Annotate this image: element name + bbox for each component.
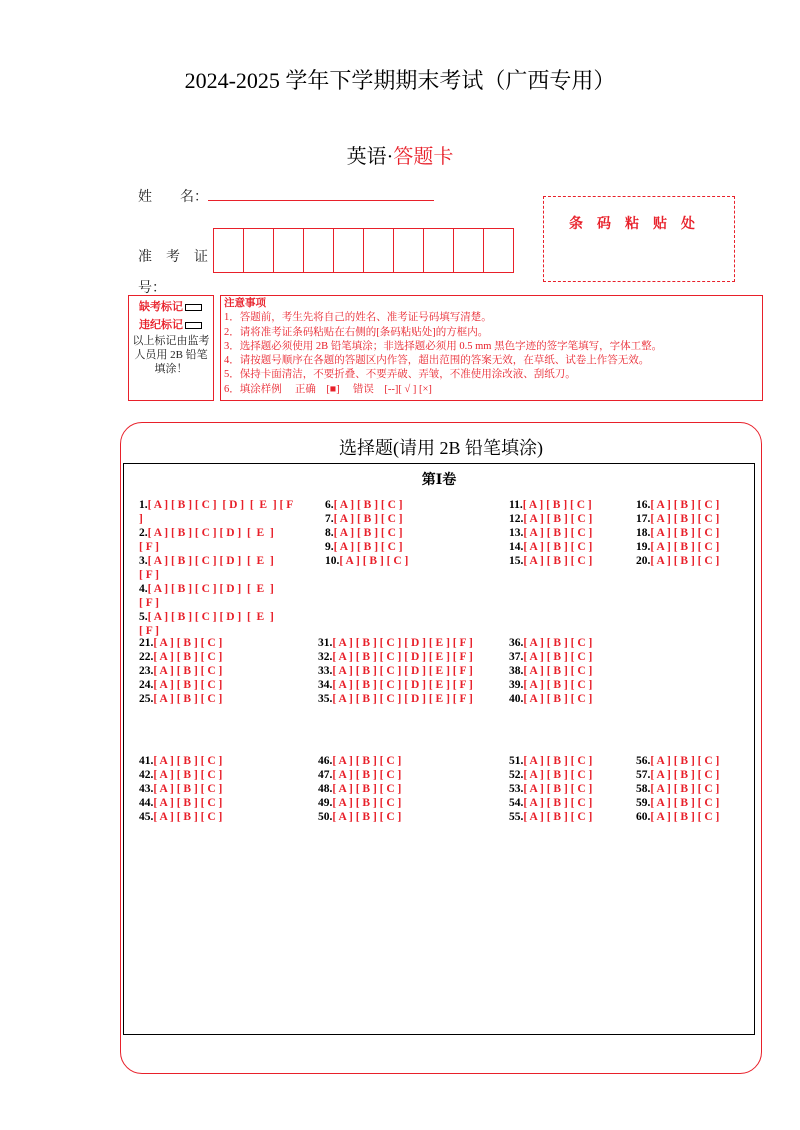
question-number: 57.	[636, 769, 651, 781]
question-number: 9.	[325, 541, 334, 553]
invigilator-note: 以上标记由监考人员用 2B 铅笔填涂！	[132, 335, 210, 375]
question-number: 60.	[636, 811, 651, 823]
id-digit-box[interactable]	[424, 229, 454, 272]
question-number: 45.	[139, 811, 154, 823]
answer-options[interactable]: [ A ] [ B ] [ C ]	[650, 499, 720, 511]
question-row[interactable]	[318, 636, 473, 650]
id-label-bottom: 号：	[138, 281, 166, 296]
instructions-title: 注意事项	[224, 298, 266, 309]
question-row[interactable]	[139, 692, 222, 706]
card-title	[0, 140, 800, 169]
question-number: 10.	[325, 555, 340, 567]
question-row[interactable]	[509, 650, 592, 664]
question-row[interactable]	[509, 554, 592, 568]
answer-options[interactable]: [ A ] [ B ] [ C ]	[153, 665, 223, 677]
question-number: 23.	[139, 665, 154, 677]
question-row[interactable]	[636, 554, 719, 568]
answer-options[interactable]: [ A ] [ B ] [ C ]	[332, 783, 402, 795]
question-row[interactable]	[509, 678, 592, 692]
answer-options[interactable]: [ A ] [ B ] [ C ]	[153, 769, 223, 781]
question-row[interactable]	[139, 526, 299, 554]
question-number: 2.	[139, 527, 148, 539]
answer-options[interactable]: [ A ] [ B ] [ C ]	[339, 555, 409, 567]
answer-options[interactable]: [ A ] [ B ] [ C ]	[650, 541, 720, 553]
question-row[interactable]	[325, 498, 403, 512]
question-number: 19.	[636, 541, 651, 553]
answer-options[interactable]: [ A ] [ B ] [ C ]	[650, 783, 720, 795]
question-row[interactable]	[325, 554, 408, 568]
question-number: 56.	[636, 755, 651, 767]
answer-options[interactable]: [ A ] [ B ] [ C ] [ D ] [ E ] [ F ]	[332, 637, 473, 649]
instruction-item: 5．保持卡面清洁，不要折叠、不要弄破、弄皱，不准使用涂改液、刮纸刀。	[224, 369, 576, 381]
instruction-item: 1．答题前，考生先将自己的姓名、准考证号码填写清楚。	[224, 312, 492, 324]
answer-options[interactable]: [ A ] [ B ] [ C ] [ D ] [ E ] [ F ]	[332, 651, 473, 663]
answer-options[interactable]: [ A ] [ B ] [ C ]	[333, 499, 403, 511]
question-number: 36.	[509, 637, 524, 649]
violation-mark-row	[139, 316, 213, 332]
question-row[interactable]	[139, 754, 222, 768]
instruction-item: 2．请将准考证条码粘贴在右侧的[条码粘贴处]的方框内。	[224, 326, 489, 338]
answer-options[interactable]: [ A ] [ B ] [ C ]	[523, 513, 593, 525]
answer-options[interactable]: [ A ] [ B ] [ C ] [ D ] [ E ] [ F ]	[332, 693, 473, 705]
name-field[interactable]	[208, 200, 434, 201]
question-row[interactable]	[636, 782, 719, 796]
exam-title: 2024-2025 学年下学期期末考试（广西专用）	[184, 68, 616, 93]
answer-options[interactable]: [ A ] [ B ] [ C ]	[523, 755, 593, 767]
answer-options[interactable]: [ A ] [ B ] [ C ]	[153, 811, 223, 823]
answer-options[interactable]: [ A ] [ B ] [ C ]	[650, 555, 720, 567]
question-row[interactable]	[139, 810, 222, 824]
id-digit-box[interactable]	[334, 229, 364, 272]
answer-options[interactable]: [ A ] [ B ] [ C ]	[523, 797, 593, 809]
answer-options[interactable]: [ A ] [ B ] [ C ]	[523, 769, 593, 781]
question-row[interactable]	[636, 512, 719, 526]
id-digit-box[interactable]	[244, 229, 274, 272]
question-number: 5.	[139, 611, 148, 623]
answer-options[interactable]: [ A ] [ B ] [ C ]	[523, 679, 593, 691]
answer-options[interactable]: [ A ] [ B ] [ C ]	[332, 797, 402, 809]
barcode-area	[543, 196, 735, 282]
question-row[interactable]	[636, 540, 719, 554]
question-number: 31.	[318, 637, 333, 649]
answer-card-label: 答题卡	[393, 146, 454, 168]
question-row[interactable]	[509, 768, 592, 782]
id-label-top: 准 考 证	[138, 250, 208, 265]
answer-options[interactable]: [ A ] [ B ] [ C ] [ D ] [ E ] [ F ]	[139, 611, 274, 637]
answer-options[interactable]: [ A ] [ B ] [ C ]	[153, 637, 223, 649]
question-number: 49.	[318, 797, 333, 809]
question-row[interactable]	[139, 636, 222, 650]
question-number: 18.	[636, 527, 651, 539]
question-row[interactable]	[139, 498, 299, 526]
answer-options[interactable]: [ A ] [ B ] [ C ]	[523, 783, 593, 795]
question-number: 32.	[318, 651, 333, 663]
instructions-panel	[220, 295, 763, 401]
question-number: 53.	[509, 783, 524, 795]
answer-options[interactable]: [ A ] [ B ] [ C ]	[153, 755, 223, 767]
question-number: 35.	[318, 693, 333, 705]
question-row[interactable]	[318, 796, 401, 810]
answer-options[interactable]: [ A ] [ B ] [ C ]	[523, 693, 593, 705]
question-number: 6.	[325, 499, 334, 511]
question-number: 50.	[318, 811, 333, 823]
answer-options[interactable]: [ A ] [ B ] [ C ]	[153, 797, 223, 809]
answer-options[interactable]: [ A ] [ B ] [ C ]	[523, 811, 593, 823]
question-number: 40.	[509, 693, 524, 705]
answer-options[interactable]: [ A ] [ B ] [ C ]	[523, 637, 593, 649]
question-number: 54.	[509, 797, 524, 809]
answer-options[interactable]: [ A ] [ B ] [ C ] [ D ] [ E ] [ F ]	[139, 583, 274, 609]
question-number: 14.	[509, 541, 524, 553]
answer-options[interactable]: [ A ] [ B ] [ C ] [ D ] [ E ] [ F ]	[139, 555, 274, 581]
id-digit-box[interactable]	[304, 229, 334, 272]
question-row[interactable]	[509, 782, 592, 796]
question-number: 43.	[139, 783, 154, 795]
question-row[interactable]	[139, 768, 222, 782]
question-row[interactable]	[509, 498, 592, 512]
answer-options[interactable]: [ A ] [ B ] [ C ] [ D ] [ E ] [ F ]	[332, 665, 473, 677]
question-row[interactable]	[325, 512, 403, 526]
id-digit-box[interactable]	[394, 229, 424, 272]
question-row[interactable]	[636, 526, 719, 540]
question-row[interactable]	[139, 782, 222, 796]
question-number: 17.	[636, 513, 651, 525]
absent-mark-row	[139, 298, 213, 314]
answer-options[interactable]: [ A ] [ B ] [ C ]	[650, 769, 720, 781]
question-number: 58.	[636, 783, 651, 795]
volume-label: 第Ⅰ卷	[421, 473, 457, 488]
question-row[interactable]	[139, 610, 299, 638]
question-number: 47.	[318, 769, 333, 781]
question-number: 39.	[509, 679, 524, 691]
question-number: 38.	[509, 665, 524, 677]
question-number: 22.	[139, 651, 154, 663]
question-row[interactable]	[318, 650, 473, 664]
instruction-item: 6．填涂样例 正确 [■] 错误 [--][ √ ] [×]	[224, 383, 432, 395]
instruction-item: 3．选择题必须使用 2B 铅笔填涂；非选择题必须用 0.5 mm 黑色字迹的签字笔填写，字体工整。	[224, 340, 663, 352]
id-digit-box[interactable]	[454, 229, 484, 272]
violation-mark-box[interactable]	[185, 322, 202, 329]
question-row[interactable]	[325, 540, 403, 554]
answer-options[interactable]: [ A ] [ B ] [ C ]	[332, 769, 402, 781]
question-number: 1.	[139, 499, 148, 511]
question-row[interactable]	[318, 678, 473, 692]
id-digit-box[interactable]	[274, 229, 304, 272]
question-number: 25.	[139, 693, 154, 705]
question-row[interactable]	[509, 664, 592, 678]
question-number: 37.	[509, 651, 524, 663]
choice-section-title: 选择题(请用 2B 铅笔填涂)	[339, 438, 543, 458]
question-number: 21.	[139, 637, 154, 649]
id-digit-box[interactable]	[364, 229, 394, 272]
question-row[interactable]	[509, 540, 592, 554]
question-number: 46.	[318, 755, 333, 767]
absent-mark-label: 缺考标记	[139, 301, 183, 313]
question-row[interactable]	[509, 754, 592, 768]
question-row[interactable]	[509, 526, 592, 540]
instruction-item: 4．请按题号顺序在各题的答题区内作答，超出范围的答案无效，在草纸、试卷上作答无效。	[224, 355, 650, 367]
question-number: 15.	[509, 555, 524, 567]
question-row[interactable]	[139, 664, 222, 678]
id-digit-box[interactable]	[484, 229, 513, 272]
question-number: 7.	[325, 513, 334, 525]
answer-options[interactable]: [ A ] [ B ] [ C ]	[333, 527, 403, 539]
question-row[interactable]	[318, 754, 401, 768]
question-number: 3.	[139, 555, 148, 567]
question-row[interactable]	[139, 678, 222, 692]
question-row[interactable]	[636, 768, 719, 782]
answer-options[interactable]: [ A ] [ B ] [ C ]	[522, 499, 592, 511]
question-row[interactable]	[139, 650, 222, 664]
question-row[interactable]	[509, 692, 592, 706]
question-number: 41.	[139, 755, 154, 767]
question-number: 24.	[139, 679, 154, 691]
question-row[interactable]	[636, 810, 719, 824]
question-row[interactable]	[509, 636, 592, 650]
answer-options[interactable]: [ A ] [ B ] [ C ]	[332, 811, 402, 823]
answer-options[interactable]: [ A ] [ B ] [ C ]	[523, 541, 593, 553]
question-number: 44.	[139, 797, 154, 809]
question-row[interactable]	[509, 796, 592, 810]
question-number: 55.	[509, 811, 524, 823]
answer-options[interactable]: [ A ] [ B ] [ C ]	[332, 755, 402, 767]
answer-options[interactable]: [ A ] [ B ] [ C ]	[153, 693, 223, 705]
answer-options[interactable]: [ A ] [ B ] [ C ]	[153, 679, 223, 691]
subject-label: 英语·	[346, 146, 394, 168]
answer-options[interactable]: [ A ] [ B ] [ C ]	[650, 755, 720, 767]
question-number: 13.	[509, 527, 524, 539]
answer-options[interactable]: [ A ] [ B ] [ C ] [ D ] [ E ] [ F ]	[332, 679, 473, 691]
question-number: 8.	[325, 527, 334, 539]
answer-options[interactable]: [ A ] [ B ] [ C ]	[523, 651, 593, 663]
answer-options[interactable]: [ A ] [ B ] [ C ]	[650, 797, 720, 809]
violation-mark-label: 违纪标记	[139, 319, 183, 331]
question-row[interactable]	[509, 810, 592, 824]
question-row[interactable]	[509, 512, 592, 526]
answer-options[interactable]: [ A ] [ B ] [ C ]	[153, 651, 223, 663]
answer-options[interactable]: [ A ] [ B ] [ C ]	[650, 811, 720, 823]
question-row[interactable]	[318, 810, 401, 824]
question-number: 52.	[509, 769, 524, 781]
id-digit-box[interactable]	[214, 229, 244, 272]
answer-options[interactable]: [ A ] [ B ] [ C ] [ D ] [ E ] [ F ]	[139, 527, 274, 553]
question-number: 59.	[636, 797, 651, 809]
answer-options[interactable]: [ A ] [ B ] [ C ]	[650, 527, 720, 539]
answer-options[interactable]: [ A ] [ B ] [ C ]	[333, 513, 403, 525]
question-number: 51.	[509, 755, 524, 767]
question-row[interactable]	[636, 754, 719, 768]
question-number: 4.	[139, 583, 148, 595]
answer-options[interactable]: [ A ] [ B ] [ C ]	[153, 783, 223, 795]
question-number: 48.	[318, 783, 333, 795]
answer-options[interactable]: [ A ] [ B ] [ C ] [ D ] [ E ] [ F ]	[139, 499, 294, 525]
answer-options[interactable]: [ A ] [ B ] [ C ]	[523, 665, 593, 677]
question-row[interactable]	[318, 782, 401, 796]
question-number: 34.	[318, 679, 333, 691]
question-row[interactable]	[318, 768, 401, 782]
question-number: 20.	[636, 555, 651, 567]
answer-options[interactable]: [ A ] [ B ] [ C ]	[650, 513, 720, 525]
answer-options[interactable]: [ A ] [ B ] [ C ]	[523, 555, 593, 567]
question-row[interactable]	[139, 554, 299, 582]
barcode-label: 条码粘贴处	[569, 217, 709, 232]
question-number: 11.	[509, 499, 523, 511]
absent-mark-box[interactable]	[185, 304, 202, 311]
id-number-grid[interactable]	[213, 228, 514, 273]
question-row[interactable]	[318, 664, 473, 678]
question-number: 12.	[509, 513, 524, 525]
question-row[interactable]	[139, 582, 299, 610]
question-number: 42.	[139, 769, 154, 781]
question-number: 33.	[318, 665, 333, 677]
answer-options[interactable]: [ A ] [ B ] [ C ]	[523, 527, 593, 539]
question-number: 16.	[636, 499, 651, 511]
question-row[interactable]	[325, 526, 403, 540]
question-row[interactable]	[636, 498, 719, 512]
question-row[interactable]	[636, 796, 719, 810]
answer-options[interactable]: [ A ] [ B ] [ C ]	[333, 541, 403, 553]
name-label: 姓 名：	[138, 190, 208, 205]
question-row[interactable]	[139, 796, 222, 810]
question-row[interactable]	[318, 692, 473, 706]
absent-mark-panel	[128, 295, 214, 401]
